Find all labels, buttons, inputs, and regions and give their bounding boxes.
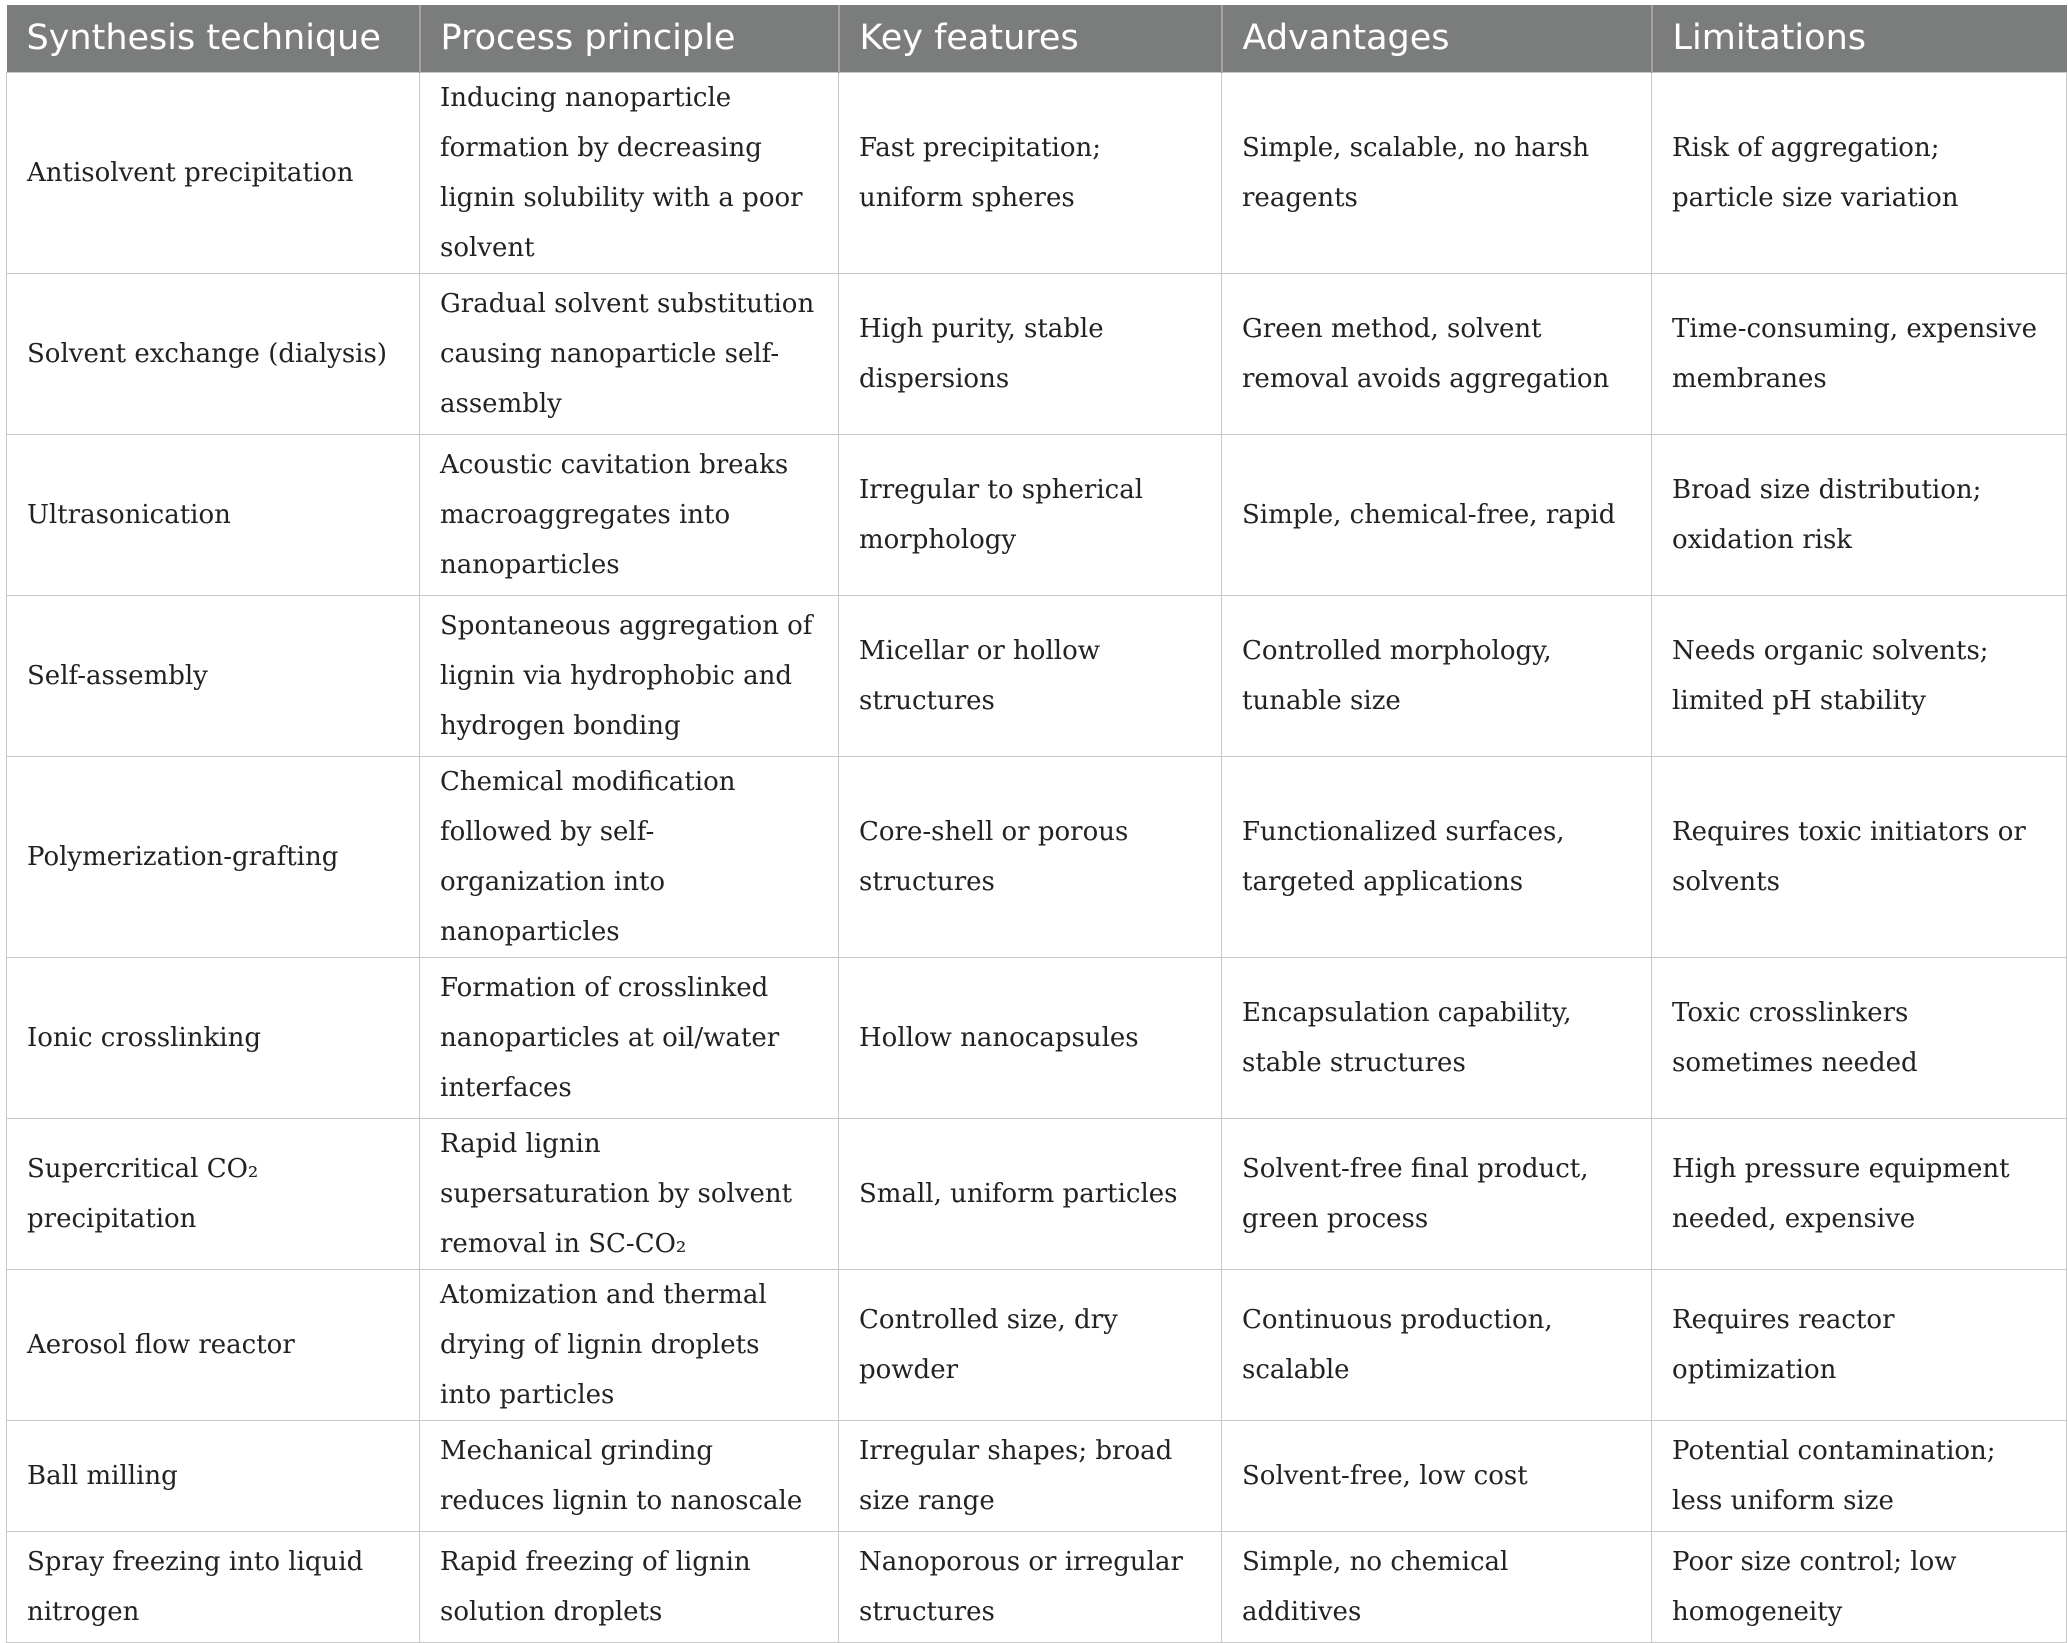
cell-limitations: Potential contamination; less uniform size <box>1652 1420 2067 1531</box>
cell-limitations: Broad size distribution; oxidation risk <box>1652 434 2067 595</box>
table-row <box>7 1269 2067 1420</box>
table-row <box>7 1531 2067 1642</box>
cell-technique: Aerosol flow reactor <box>7 1269 420 1420</box>
cell-features: Hollow nanocapsules <box>839 957 1222 1118</box>
cell-features: High purity, stable dispersions <box>839 273 1222 434</box>
header-synthesis-technique: Synthesis technique <box>7 5 420 72</box>
cell-limitations: Risk of aggregation; particle size variation <box>1652 72 2067 273</box>
cell-features: Irregular shapes; broad size range <box>839 1420 1222 1531</box>
cell-principle: Gradual solvent substitution causing nanoparticle self-assembly <box>420 273 839 434</box>
cell-advantages: Continuous production, scalable <box>1222 1269 1652 1420</box>
cell-technique: Self-assembly <box>7 595 420 756</box>
cell-advantages: Functionalized surfaces, targeted applications <box>1222 756 1652 957</box>
cell-features: Nanoporous or irregular structures <box>839 1531 1222 1642</box>
cell-advantages: Simple, chemical-free, rapid <box>1222 434 1652 595</box>
table-row <box>7 756 2067 957</box>
cell-features: Controlled size, dry powder <box>839 1269 1222 1420</box>
cell-technique: Antisolvent precipitation <box>7 72 420 273</box>
cell-limitations: Requires reactor optimization <box>1652 1269 2067 1420</box>
table-row <box>7 273 2067 434</box>
table-row <box>7 957 2067 1118</box>
cell-advantages: Green method, solvent removal avoids aggregation <box>1222 273 1652 434</box>
cell-principle: Inducing nanoparticle formation by decreasing lignin solubility with a poor solvent <box>420 72 839 273</box>
cell-principle: Formation of crosslinked nanoparticles at oil/water interfaces <box>420 957 839 1118</box>
cell-limitations: Poor size control; low homogeneity <box>1652 1531 2067 1642</box>
cell-advantages: Solvent-free final product, green process <box>1222 1118 1652 1269</box>
cell-principle: Chemical modification followed by self-organization into nanoparticles <box>420 756 839 957</box>
cell-technique: Spray freezing into liquid nitrogen <box>7 1531 420 1642</box>
table-row <box>7 1118 2067 1269</box>
cell-advantages: Simple, scalable, no harsh reagents <box>1222 72 1652 273</box>
cell-features: Irregular to spherical morphology <box>839 434 1222 595</box>
cell-advantages: Encapsulation capability, stable structures <box>1222 957 1652 1118</box>
header-key-features: Key features <box>839 5 1222 72</box>
table-row <box>7 72 2067 273</box>
cell-technique: Ionic crosslinking <box>7 957 420 1118</box>
table-row <box>7 1420 2067 1531</box>
cell-technique: Solvent exchange (dialysis) <box>7 273 420 434</box>
cell-technique: Ultrasonication <box>7 434 420 595</box>
cell-advantages: Solvent-free, low cost <box>1222 1420 1652 1531</box>
cell-features: Core-shell or porous structures <box>839 756 1222 957</box>
table-row <box>7 434 2067 595</box>
header-process-principle: Process principle <box>420 5 839 72</box>
cell-limitations: Toxic crosslinkers sometimes needed <box>1652 957 2067 1118</box>
cell-technique: Supercritical CO₂ precipitation <box>7 1118 420 1269</box>
cell-principle: Acoustic cavitation breaks macroaggregates into nanoparticles <box>420 434 839 595</box>
cell-features: Small, uniform particles <box>839 1118 1222 1269</box>
cell-features: Fast precipitation; uniform spheres <box>839 72 1222 273</box>
cell-advantages: Simple, no chemical additives <box>1222 1531 1652 1642</box>
cell-principle: Mechanical grinding reduces lignin to nanoscale <box>420 1420 839 1531</box>
cell-principle: Rapid lignin supersaturation by solvent removal in SC-CO₂ <box>420 1118 839 1269</box>
cell-technique: Ball milling <box>7 1420 420 1531</box>
cell-technique: Polymerization-grafting <box>7 756 420 957</box>
cell-principle: Spontaneous aggregation of lignin via hydrophobic and hydrogen bonding <box>420 595 839 756</box>
table-row <box>7 595 2067 756</box>
cell-limitations: Requires toxic initiators or solvents <box>1652 756 2067 957</box>
cell-limitations: High pressure equipment needed, expensive <box>1652 1118 2067 1269</box>
header-limitations: Limitations <box>1652 5 2067 72</box>
cell-principle: Rapid freezing of lignin solution droplets <box>420 1531 839 1642</box>
cell-principle: Atomization and thermal drying of lignin droplets into particles <box>420 1269 839 1420</box>
cell-limitations: Time-consuming, expensive membranes <box>1652 273 2067 434</box>
table-header-row <box>7 5 2067 72</box>
synthesis-techniques-table <box>6 5 2067 1643</box>
cell-limitations: Needs organic solvents; limited pH stability <box>1652 595 2067 756</box>
cell-advantages: Controlled morphology, tunable size <box>1222 595 1652 756</box>
cell-features: Micellar or hollow structures <box>839 595 1222 756</box>
header-advantages: Advantages <box>1222 5 1652 72</box>
